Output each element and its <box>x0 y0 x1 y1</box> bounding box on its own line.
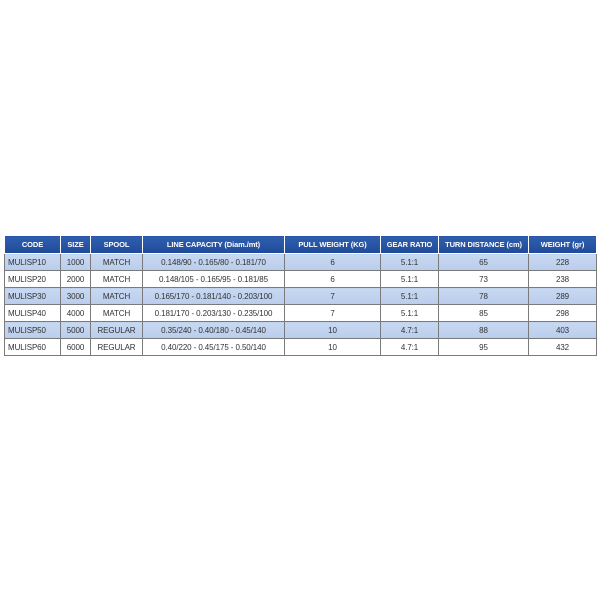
cell-pull-weight: 6 <box>285 254 381 271</box>
cell-gear-ratio: 4.7:1 <box>381 339 439 356</box>
cell-gear-ratio: 4.7:1 <box>381 322 439 339</box>
cell-size: 4000 <box>61 305 91 322</box>
cell-weight: 228 <box>529 254 597 271</box>
cell-spool: MATCH <box>91 254 143 271</box>
header-code: CODE <box>5 236 61 254</box>
spec-table <box>4 235 597 356</box>
header-line-capacity: LINE CAPACITY (Diam./mt) <box>143 236 285 254</box>
table-row <box>5 322 597 339</box>
cell-turn-distance: 95 <box>439 339 529 356</box>
cell-gear-ratio: 5.1:1 <box>381 271 439 288</box>
cell-line-capacity: 0.148/105 - 0.165/95 - 0.181/85 <box>143 271 285 288</box>
cell-size: 2000 <box>61 271 91 288</box>
cell-turn-distance: 78 <box>439 288 529 305</box>
cell-size: 6000 <box>61 339 91 356</box>
cell-pull-weight: 7 <box>285 288 381 305</box>
cell-weight: 432 <box>529 339 597 356</box>
cell-pull-weight: 6 <box>285 271 381 288</box>
cell-line-capacity: 0.181/170 - 0.203/130 - 0.235/100 <box>143 305 285 322</box>
cell-turn-distance: 85 <box>439 305 529 322</box>
cell-code: MULISP40 <box>5 305 61 322</box>
cell-spool: REGULAR <box>91 339 143 356</box>
header-row <box>5 236 597 254</box>
cell-pull-weight: 10 <box>285 322 381 339</box>
cell-turn-distance: 73 <box>439 271 529 288</box>
cell-weight: 403 <box>529 322 597 339</box>
table-row <box>5 305 597 322</box>
table-row <box>5 254 597 271</box>
cell-line-capacity: 0.165/170 - 0.181/140 - 0.203/100 <box>143 288 285 305</box>
cell-pull-weight: 10 <box>285 339 381 356</box>
cell-code: MULISP50 <box>5 322 61 339</box>
header-spool: SPOOL <box>91 236 143 254</box>
cell-weight: 289 <box>529 288 597 305</box>
cell-weight: 238 <box>529 271 597 288</box>
cell-line-capacity: 0.40/220 - 0.45/175 - 0.50/140 <box>143 339 285 356</box>
cell-turn-distance: 65 <box>439 254 529 271</box>
cell-size: 3000 <box>61 288 91 305</box>
cell-turn-distance: 88 <box>439 322 529 339</box>
cell-pull-weight: 7 <box>285 305 381 322</box>
cell-spool: REGULAR <box>91 322 143 339</box>
cell-code: MULISP20 <box>5 271 61 288</box>
cell-line-capacity: 0.148/90 - 0.165/80 - 0.181/70 <box>143 254 285 271</box>
cell-code: MULISP30 <box>5 288 61 305</box>
cell-spool: MATCH <box>91 271 143 288</box>
cell-line-capacity: 0.35/240 - 0.40/180 - 0.45/140 <box>143 322 285 339</box>
spec-table-container <box>4 235 596 356</box>
cell-size: 5000 <box>61 322 91 339</box>
header-gear-ratio: GEAR RATIO <box>381 236 439 254</box>
cell-gear-ratio: 5.1:1 <box>381 305 439 322</box>
table-row <box>5 339 597 356</box>
cell-spool: MATCH <box>91 305 143 322</box>
cell-weight: 298 <box>529 305 597 322</box>
cell-spool: MATCH <box>91 288 143 305</box>
table-row <box>5 288 597 305</box>
header-pull-weight: PULL WEIGHT (KG) <box>285 236 381 254</box>
cell-gear-ratio: 5.1:1 <box>381 254 439 271</box>
header-size: SIZE <box>61 236 91 254</box>
table-row <box>5 271 597 288</box>
cell-gear-ratio: 5.1:1 <box>381 288 439 305</box>
header-turn-distance: TURN DISTANCE (cm) <box>439 236 529 254</box>
cell-code: MULISP60 <box>5 339 61 356</box>
cell-size: 1000 <box>61 254 91 271</box>
cell-code: MULISP10 <box>5 254 61 271</box>
header-weight: WEIGHT (gr) <box>529 236 597 254</box>
